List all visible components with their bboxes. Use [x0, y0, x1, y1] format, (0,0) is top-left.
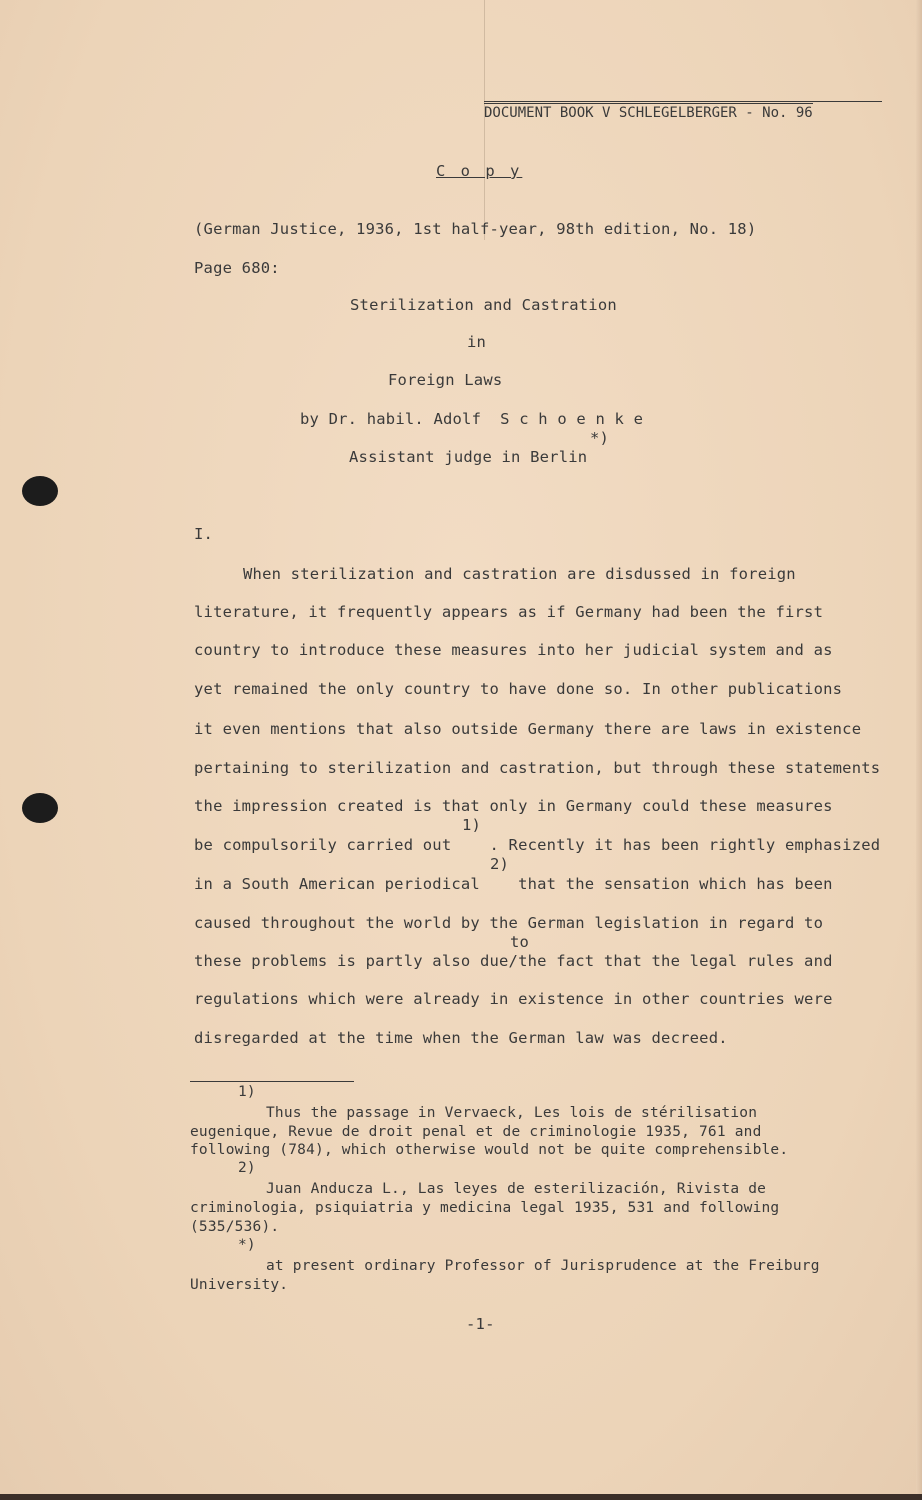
body-line: disregarded at the time when the German law was decreed. [194, 1029, 728, 1047]
article-author: by Dr. habil. Adolf S c h o e n k e [300, 410, 644, 428]
footnote-1-line: Thus the passage in Vervaeck, Les lois de stérilisation [266, 1105, 758, 1121]
body-line: in a South American periodical that the sensation which has been [194, 875, 833, 893]
page-bottom-edge [0, 1494, 922, 1500]
footnote-2-line: Juan Anducza L., Las leyes de esterilización, Rivista de [266, 1181, 767, 1197]
citation-source: (German Justice, 1936, 1st half-year, 98th edition, No. 18) [194, 220, 757, 238]
body-line: these problems is partly also due/the fact that the legal rules and [194, 952, 833, 970]
body-line: country to introduce these measures into her judicial system and as [194, 641, 833, 659]
author-note-mark: *) [590, 429, 610, 447]
punch-hole-top [22, 476, 58, 506]
footnote-2-line: (535/536). [190, 1219, 280, 1235]
footnote-ref-1: 1) [462, 816, 482, 834]
punch-hole-bottom [22, 793, 58, 823]
footnote-3-line: University. [190, 1277, 289, 1293]
body-line: be compulsorily carried out . Recently it has been rightly emphasized [194, 836, 881, 854]
section-number: I. [194, 525, 214, 543]
document-book-header: DOCUMENT BOOK V SCHLEGELBERGER - No. 96 [484, 105, 813, 121]
body-line: yet remained the only country to have done so. In other publications [194, 680, 843, 698]
footnote-2-mark: 2) [238, 1160, 256, 1176]
page-number: -1- [466, 1315, 495, 1333]
inserted-word-to: to [510, 933, 530, 951]
footnote-2-line: criminologia, psiquiatria y medicina legal 1935, 531 and following [190, 1200, 780, 1216]
author-role: Assistant judge in Berlin [349, 448, 588, 466]
article-title-line1: Sterilization and Castration [350, 296, 617, 314]
header-rule [484, 101, 882, 102]
footnote-1-line: eugenique, Revue de droit penal et de criminologie 1935, 761 and [190, 1124, 762, 1140]
body-line: it even mentions that also outside Germany there are laws in existence [194, 720, 862, 738]
copy-label: C o p y [436, 162, 523, 180]
footnote-1-mark: 1) [238, 1084, 256, 1100]
body-line: regulations which were already in existence in other countries were [194, 990, 833, 1008]
article-title-line2: in [467, 333, 487, 351]
article-title-line3: Foreign Laws [388, 371, 503, 389]
body-line: the impression created is that only in Germany could these measures [194, 797, 833, 815]
footnote-1-line: following (784), which otherwise would not be quite comprehensible. [190, 1142, 789, 1158]
footnote-3-mark: *) [238, 1237, 256, 1253]
footnote-3-line: at present ordinary Professor of Jurisprudence at the Freiburg [266, 1258, 820, 1274]
body-line: caused throughout the world by the German legislation in regard to [194, 914, 824, 932]
body-line: literature, it frequently appears as if Germany had been the first [194, 603, 824, 621]
body-line: When sterilization and castration are disdussed in foreign [243, 565, 796, 583]
page-edge [916, 0, 922, 1500]
footnote-ref-2: 2) [490, 855, 510, 873]
footnote-rule [190, 1081, 354, 1082]
citation-page: Page 680: [194, 259, 280, 277]
body-line: pertaining to sterilization and castration, but through these statements [194, 759, 881, 777]
